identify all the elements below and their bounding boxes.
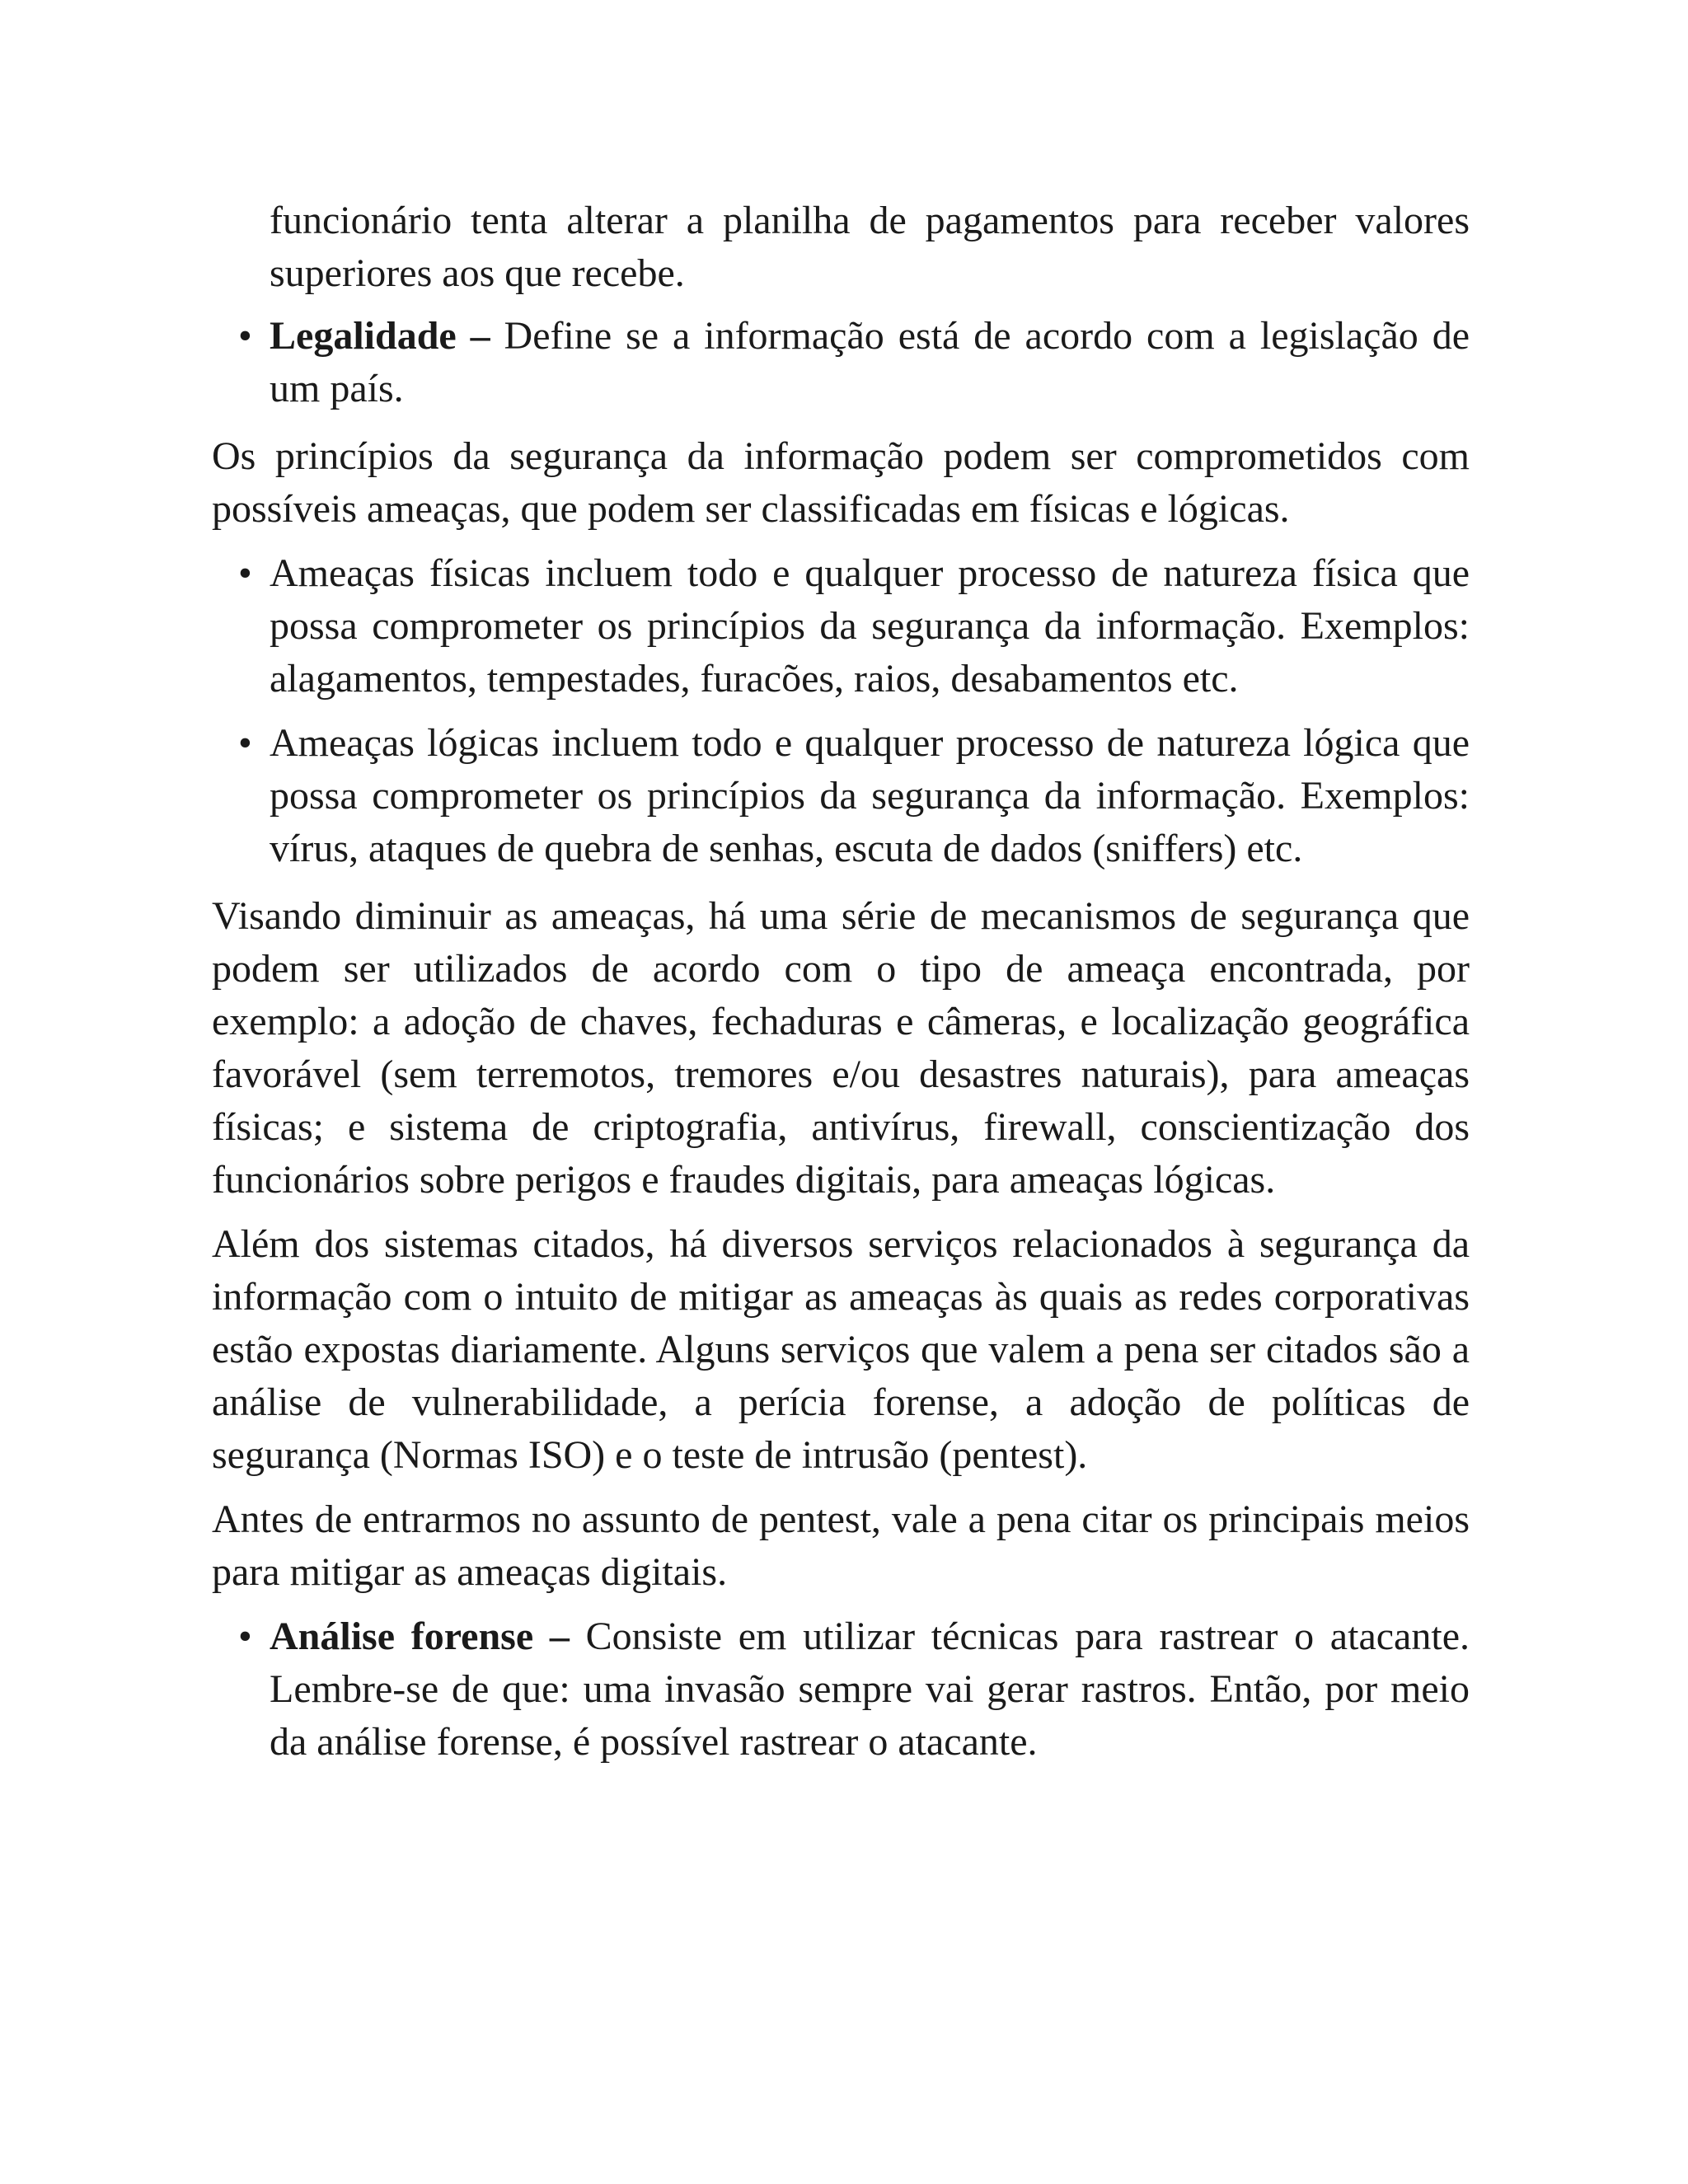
term-forense: Análise forense – bbox=[270, 1615, 570, 1658]
paragraph-principles: Os princípios da segurança da informação podem ser comprometidos com possíveis ameaças, que podem ser classificadas em físicas e lógicas. bbox=[212, 434, 1470, 531]
definition-legalidade: Define se a informação está de acordo com a legislação de um país. bbox=[270, 314, 1470, 410]
paragraph-services: Além dos sistemas citados, há diversos serviços relacionados à segurança da informação com o intuito de mitigar as ameaças às quais as redes corporativas estão expostas diariamente. Alguns serviços que valem a pena ser citados são a análise de vulnerabilidade, a perícia forense, a adoção de políticas de segurança (Normas ISO) e o teste de intrusão (pentest). bbox=[212, 1222, 1470, 1477]
bullet-list-threats bbox=[212, 547, 1470, 875]
list-item-legalidade bbox=[212, 310, 1470, 415]
bullet-list-legalidade bbox=[212, 310, 1470, 415]
term-legalidade: Legalidade – bbox=[270, 314, 490, 358]
paragraph-mechanisms: Visando diminuir as ameaças, há uma série de mecanismos de segurança que podem ser utilizados de acordo com o tipo de ameaça encontrada, por exemplo: a adoção de chaves, fechaduras e câmeras, e localização geográfica favorável (sem terremotos, tremores e/ou desastres naturais), para ameaças físicas; e sistema de criptografia, antivírus, firewall, conscientização dos funcionários sobre perigos e fraudes digitais, para ameaças lógicas. bbox=[212, 894, 1470, 1202]
list-item-continuation: funcionário tenta alterar a planilha de pagamentos para receber valores superiores aos que recebe. bbox=[270, 199, 1470, 295]
paragraph-pentest-intro: Antes de entrarmos no assunto de pentest, vale a pena citar os principais meios para mitigar as ameaças digitais. bbox=[212, 1497, 1470, 1594]
text-column bbox=[212, 194, 1470, 1783]
bullet-list-forense bbox=[212, 1610, 1470, 1769]
list-item-physical-threats: • Ameaças físicas incluem todo e qualquer processo de natureza física que possa comprometer os princípios da segurança da informação. Exemplos: alagamentos, tempestades, furacões, raios, desabamentos etc. bbox=[212, 547, 1470, 705]
definition-forense: Consiste em utilizar técnicas para rastrear o atacante. Lembre-se de que: uma invasão sempre vai gerar rastros. Então, por meio da análise forense, é possível rastrear o atacante. bbox=[270, 1615, 1470, 1764]
list-item-logical-threats: • Ameaças lógicas incluem todo e qualquer processo de natureza lógica que possa comprometer os princípios da segurança da informação. Exemplos: vírus, ataques de quebra de senhas, escuta de dados (sniffers) etc. bbox=[212, 717, 1470, 875]
list-item-forense bbox=[212, 1610, 1470, 1769]
